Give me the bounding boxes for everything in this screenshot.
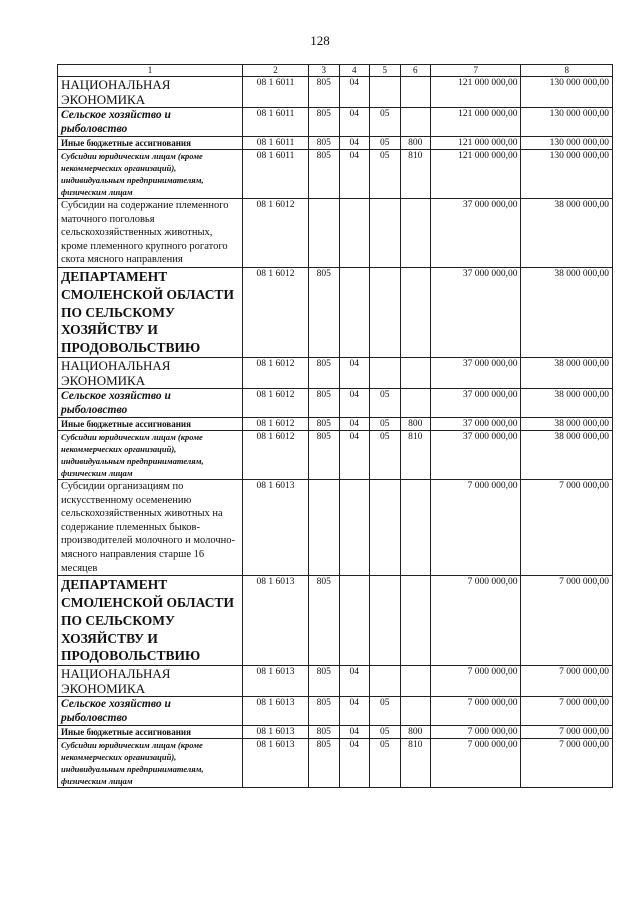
expense-type-cell [400,77,430,108]
item-name-cell: Иные бюджетные ассигнования [58,417,243,430]
amount-year1-cell: 37 000 000,00 [431,388,521,417]
ministry-code-cell: 805 [309,357,339,388]
item-name-cell: Субсидии юридическим лицам (кроме некоммерческих организаций), индивидуальным предпринимателям, физическим лицам [58,150,243,199]
amount-year1-cell: 7 000 000,00 [431,576,521,666]
target-article-cell: 08 1 6011 [243,150,309,199]
header-cell: 2 [243,65,309,77]
amount-year1-cell: 121 000 000,00 [431,108,521,137]
subsection-code-cell: 05 [370,137,400,150]
section-code-cell: 04 [339,137,369,150]
table-row [58,739,613,788]
expense-type-cell [400,108,430,137]
target-article-cell: 08 1 6011 [243,108,309,137]
expense-type-cell [400,199,430,268]
amount-year2-cell: 7 000 000,00 [521,666,613,697]
subsection-code-cell: 05 [370,417,400,430]
table-row [58,388,613,417]
ministry-code-cell: 805 [309,576,339,666]
expense-type-cell [400,479,430,575]
item-name-cell: Субсидии организациям по искусственному осеменению сельскохозяйственных животных на содержание племенных быков-производителей молочного и молочно-мясного направления старше 16 месяцев [58,479,243,575]
section-code-cell: 04 [339,666,369,697]
ministry-code-cell: 805 [309,666,339,697]
amount-year2-cell: 7 000 000,00 [521,697,613,726]
amount-year1-cell: 37 000 000,00 [431,267,521,357]
header-cell: 8 [521,65,613,77]
page-number: 128 [310,33,330,48]
target-article-cell: 08 1 6013 [243,739,309,788]
section-code-cell: 04 [339,150,369,199]
expense-type-cell [400,267,430,357]
amount-year2-cell: 7 000 000,00 [521,576,613,666]
section-code-cell [339,479,369,575]
section-code-cell: 04 [339,77,369,108]
ministry-code-cell: 805 [309,137,339,150]
target-article-cell: 08 1 6013 [243,479,309,575]
header-cell: 5 [370,65,400,77]
ministry-code-cell: 805 [309,726,339,739]
target-article-cell: 08 1 6013 [243,697,309,726]
expense-type-cell [400,388,430,417]
target-article-cell: 08 1 6013 [243,666,309,697]
table-row [58,267,613,357]
item-name-cell: Иные бюджетные ассигнования [58,726,243,739]
subsection-code-cell [370,576,400,666]
section-code-cell: 04 [339,430,369,479]
table-row [58,199,613,268]
amount-year2-cell: 38 000 000,00 [521,267,613,357]
ministry-code-cell: 805 [309,417,339,430]
section-code-cell: 04 [339,726,369,739]
header-cell: 1 [58,65,243,77]
subsection-code-cell: 05 [370,697,400,726]
amount-year1-cell: 37 000 000,00 [431,430,521,479]
item-name-cell: ДЕПАРТАМЕНТ СМОЛЕНСКОЙ ОБЛАСТИ ПО СЕЛЬСКОМУ ХОЗЯЙСТВУ И ПРОДОВОЛЬСТВИЮ [58,576,243,666]
amount-year2-cell: 38 000 000,00 [521,430,613,479]
ministry-code-cell: 805 [309,388,339,417]
item-name-cell: Субсидии юридическим лицам (кроме некоммерческих организаций), индивидуальным предпринимателям, физическим лицам [58,430,243,479]
table-row [58,150,613,199]
amount-year1-cell: 121 000 000,00 [431,77,521,108]
header-cell: 7 [431,65,521,77]
header-row [58,65,613,77]
amount-year1-cell: 7 000 000,00 [431,666,521,697]
section-code-cell [339,267,369,357]
subsection-code-cell: 05 [370,150,400,199]
table-row [58,479,613,575]
section-code-cell: 04 [339,739,369,788]
table-row [58,697,613,726]
expense-type-cell: 810 [400,150,430,199]
subsection-code-cell [370,357,400,388]
item-name-cell: НАЦИОНАЛЬНАЯ ЭКОНОМИКА [58,666,243,697]
amount-year2-cell: 38 000 000,00 [521,357,613,388]
amount-year2-cell: 38 000 000,00 [521,417,613,430]
amount-year2-cell: 130 000 000,00 [521,137,613,150]
amount-year2-cell: 130 000 000,00 [521,108,613,137]
section-code-cell [339,576,369,666]
subsection-code-cell: 05 [370,430,400,479]
header-cell: 3 [309,65,339,77]
table-row [58,430,613,479]
amount-year1-cell: 7 000 000,00 [431,726,521,739]
section-code-cell: 04 [339,108,369,137]
subsection-code-cell [370,479,400,575]
ministry-code-cell: 805 [309,150,339,199]
ministry-code-cell: 805 [309,430,339,479]
ministry-code-cell: 805 [309,77,339,108]
amount-year2-cell: 38 000 000,00 [521,199,613,268]
budget-table [57,64,613,788]
section-code-cell: 04 [339,417,369,430]
amount-year2-cell: 130 000 000,00 [521,150,613,199]
amount-year1-cell: 7 000 000,00 [431,697,521,726]
amount-year2-cell: 7 000 000,00 [521,726,613,739]
item-name-cell: Сельское хозяйство и рыболовство [58,388,243,417]
amount-year1-cell: 121 000 000,00 [431,137,521,150]
item-name-cell: Субсидии юридическим лицам (кроме некоммерческих организаций), индивидуальным предпринимателям, физическим лицам [58,739,243,788]
ministry-code-cell: 805 [309,739,339,788]
table-row [58,77,613,108]
amount-year1-cell: 37 000 000,00 [431,199,521,268]
expense-type-cell: 800 [400,417,430,430]
amount-year2-cell: 7 000 000,00 [521,739,613,788]
amount-year2-cell: 130 000 000,00 [521,77,613,108]
item-name-cell: Субсидии на содержание племенного маточного поголовья сельскохозяйственных животных, кроме племенного крупного рогатого скота мясного направления [58,199,243,268]
expense-type-cell [400,576,430,666]
item-name-cell: Сельское хозяйство и рыболовство [58,697,243,726]
subsection-code-cell: 05 [370,739,400,788]
section-code-cell: 04 [339,357,369,388]
subsection-code-cell [370,77,400,108]
section-code-cell: 04 [339,388,369,417]
expense-type-cell [400,357,430,388]
table-row [58,726,613,739]
subsection-code-cell [370,267,400,357]
expense-type-cell [400,697,430,726]
expense-type-cell: 810 [400,739,430,788]
expense-type-cell: 800 [400,137,430,150]
table-row [58,137,613,150]
target-article-cell: 08 1 6012 [243,417,309,430]
expense-type-cell: 800 [400,726,430,739]
section-code-cell: 04 [339,697,369,726]
target-article-cell: 08 1 6013 [243,726,309,739]
table-row [58,666,613,697]
target-article-cell: 08 1 6011 [243,137,309,150]
amount-year1-cell: 7 000 000,00 [431,479,521,575]
target-article-cell: 08 1 6012 [243,267,309,357]
ministry-code-cell: 805 [309,108,339,137]
ministry-code-cell [309,479,339,575]
subsection-code-cell: 05 [370,108,400,137]
table-row [58,417,613,430]
item-name-cell: Иные бюджетные ассигнования [58,137,243,150]
amount-year2-cell: 38 000 000,00 [521,388,613,417]
header-cell: 6 [400,65,430,77]
item-name-cell: НАЦИОНАЛЬНАЯ ЭКОНОМИКА [58,357,243,388]
ministry-code-cell: 805 [309,697,339,726]
target-article-cell: 08 1 6012 [243,357,309,388]
target-article-cell: 08 1 6011 [243,77,309,108]
amount-year2-cell: 7 000 000,00 [521,479,613,575]
amount-year1-cell: 121 000 000,00 [431,150,521,199]
subsection-code-cell [370,199,400,268]
amount-year1-cell: 37 000 000,00 [431,357,521,388]
subsection-code-cell: 05 [370,388,400,417]
ministry-code-cell: 805 [309,267,339,357]
item-name-cell: НАЦИОНАЛЬНАЯ ЭКОНОМИКА [58,77,243,108]
section-code-cell [339,199,369,268]
subsection-code-cell: 05 [370,726,400,739]
amount-year1-cell: 37 000 000,00 [431,417,521,430]
header-cell: 4 [339,65,369,77]
table-row [58,576,613,666]
ministry-code-cell [309,199,339,268]
item-name-cell: ДЕПАРТАМЕНТ СМОЛЕНСКОЙ ОБЛАСТИ ПО СЕЛЬСКОМУ ХОЗЯЙСТВУ И ПРОДОВОЛЬСТВИЮ [58,267,243,357]
expense-type-cell: 810 [400,430,430,479]
target-article-cell: 08 1 6013 [243,576,309,666]
target-article-cell: 08 1 6012 [243,430,309,479]
table-row [58,108,613,137]
item-name-cell: Сельское хозяйство и рыболовство [58,108,243,137]
table-row [58,357,613,388]
target-article-cell: 08 1 6012 [243,199,309,268]
subsection-code-cell [370,666,400,697]
target-article-cell: 08 1 6012 [243,388,309,417]
expense-type-cell [400,666,430,697]
amount-year1-cell: 7 000 000,00 [431,739,521,788]
